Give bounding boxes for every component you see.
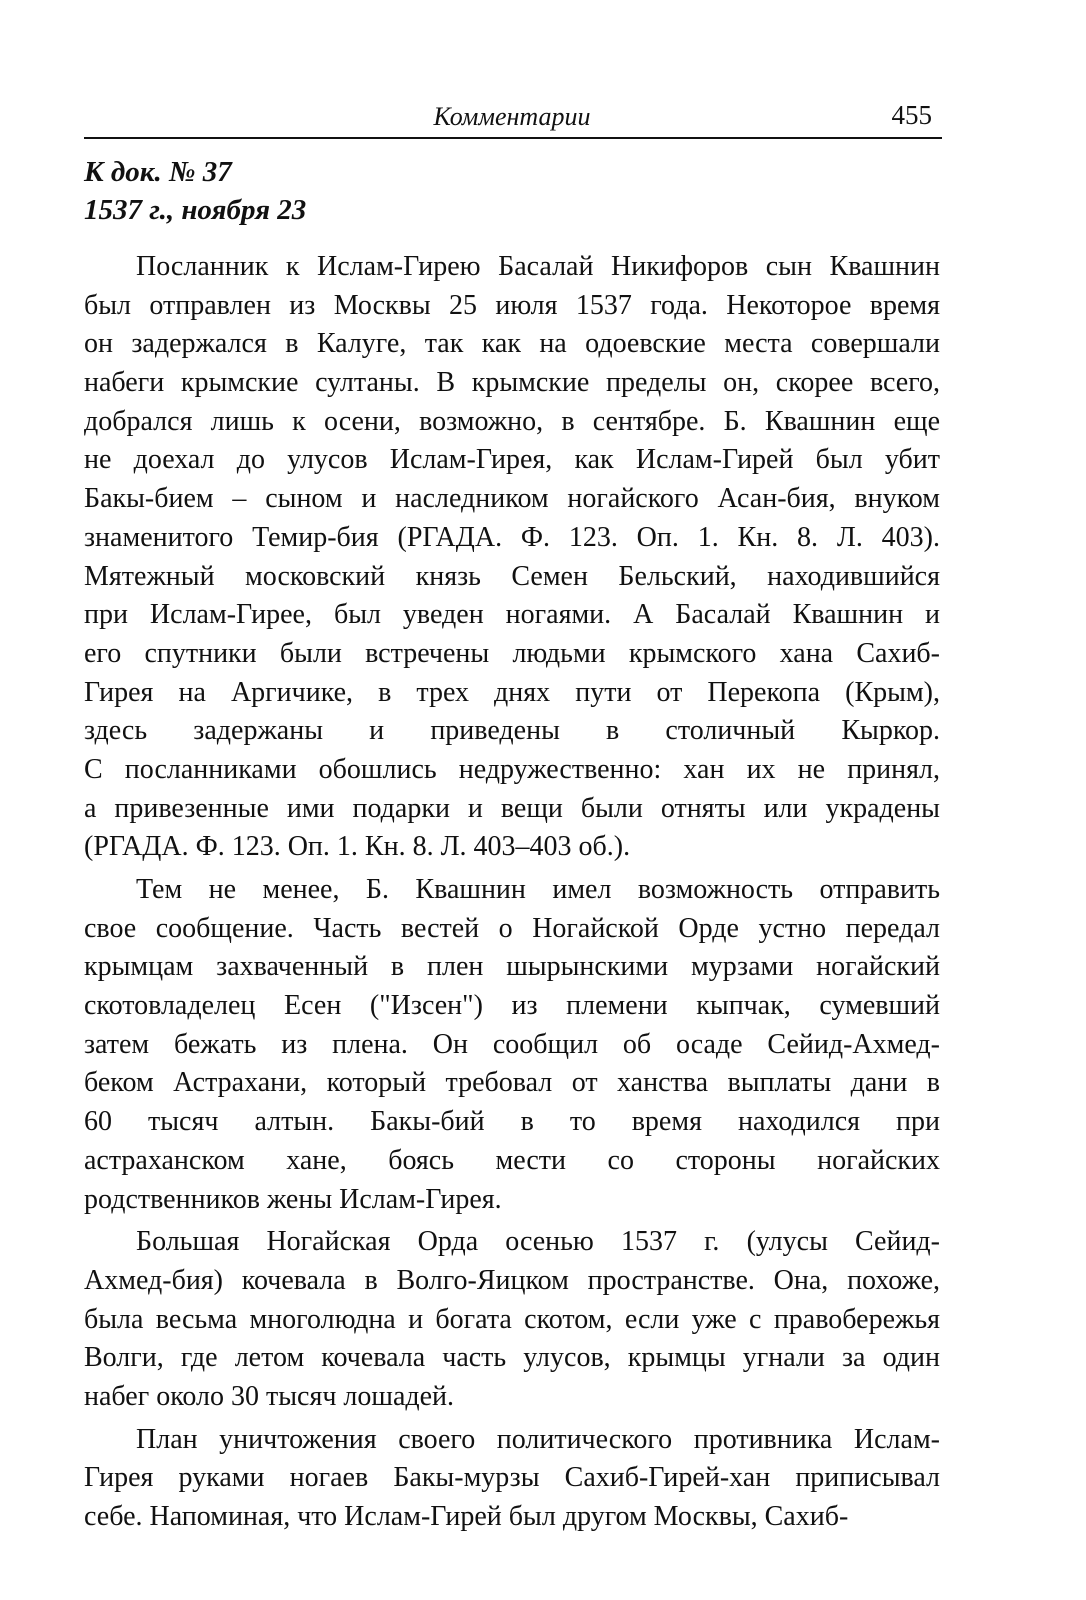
text-line: Бакы-бием – сыном и наследником ногайского Асан-бия, внуком <box>84 483 940 515</box>
page-number: 455 <box>891 100 932 130</box>
text-line: Мятежный московский князь Семен Бельский, находившийся <box>84 560 940 592</box>
text-line: Волги, где летом кочевала часть улусов, крымцы угнали за один <box>84 1342 940 1374</box>
document-heading <box>84 153 306 229</box>
text-line: знаменитого Темир-бия (РГАДА. Ф. 123. Оп. 1. Кн. 8. Л. 403). <box>84 521 940 553</box>
text-line: набег около 30 тысяч лошадей. <box>84 1380 455 1412</box>
text-line: набеги крымские султаны. В крымские пределы он, скорее всего, <box>84 367 940 399</box>
text-line: себе. Напоминая, что Ислам-Гирей был другом Москвы, Сахиб- <box>84 1501 849 1532</box>
paragraph <box>84 248 940 867</box>
text-line: План уничтожения своего политического противника Ислам- <box>136 1423 940 1455</box>
text-line: С посланниками обошлись недружественно: хан их не принял, <box>84 753 940 785</box>
text-line: Гирея на Аргичике, в трех днях пути от Перекопа (Крым), <box>84 676 940 708</box>
text-line: он задержался в Калуге, так как на одоевские места совершали <box>84 328 940 360</box>
running-title: Комментарии <box>433 102 591 131</box>
text-line: 60 тысяч алтын. Бакы-бий в то время находился при <box>84 1106 940 1138</box>
text-line: Гирея руками ногаев Бакы-мурзы Сахиб-Гирей-хан приписывал <box>84 1462 940 1494</box>
text-line: Тем не менее, Б. Квашнин имел возможность отправить <box>136 874 940 905</box>
document-date: 1537 г., ноября 23 <box>84 194 307 226</box>
text-line: (РГАДА. Ф. 123. Оп. 1. Кн. 8. Л. 403–403 об.). <box>84 831 631 863</box>
running-header <box>84 100 940 140</box>
text-line: затем бежать из плена. Он сообщил об осаде Сейид-Ахмед- <box>84 1028 940 1060</box>
text-line: добрался лишь к осени, возможно, в сентябре. Б. Квашнин еще <box>84 405 940 437</box>
text-line: а привезенные ими подарки и вещи были отняты или украдены <box>84 792 940 824</box>
paragraph <box>84 1421 940 1537</box>
text-line: здесь задержаны и приведены в столичный Кыркор. <box>84 715 940 747</box>
text-line: свое сообщение. Часть вестей о Ногайской Орде устно передал <box>84 912 940 944</box>
text-line: скотовладелец Есен ("Изсен") из племени кыпчак, сумевший <box>84 990 940 1022</box>
text-line: Ахмед-бия) кочевала в Волго-Яицком пространстве. Она, похоже, <box>84 1264 940 1296</box>
text-line: при Ислам-Гирее, был уведен ногаями. А Басалай Квашнин и <box>84 599 940 631</box>
text-line: астраханском хане, боясь мести со стороны ногайских <box>84 1144 940 1176</box>
paragraph <box>84 1223 940 1416</box>
header-rule <box>84 137 942 139</box>
text-line: родственников жены Ислам-Гирея. <box>84 1183 502 1215</box>
text-line: Посланник к Ислам-Гирею Басалай Никифоров сын Квашнин <box>136 251 940 282</box>
paragraph <box>84 871 940 1219</box>
text-line: Большая Ногайская Орда осенью 1537 г. (улусы Сейид- <box>136 1226 940 1258</box>
commentary-text <box>84 248 940 1537</box>
text-line: беком Астрахани, который требовал от ханства выплаты дани в <box>84 1067 940 1099</box>
text-line: не доехал до улусов Ислам-Гирея, как Ислам-Гирей был убит <box>84 444 940 476</box>
text-line: его спутники были встречены людьми крымского хана Сахиб- <box>84 637 940 669</box>
text-line: был отправлен из Москвы 25 июля 1537 года. Некоторое время <box>84 289 940 321</box>
text-line: была весьма многолюдна и богата скотом, если уже с правобережья <box>84 1303 940 1335</box>
document-reference: К док. № 37 <box>84 156 232 188</box>
text-line: крымцам захваченный в плен шырынскими мурзами ногайский <box>84 951 940 983</box>
